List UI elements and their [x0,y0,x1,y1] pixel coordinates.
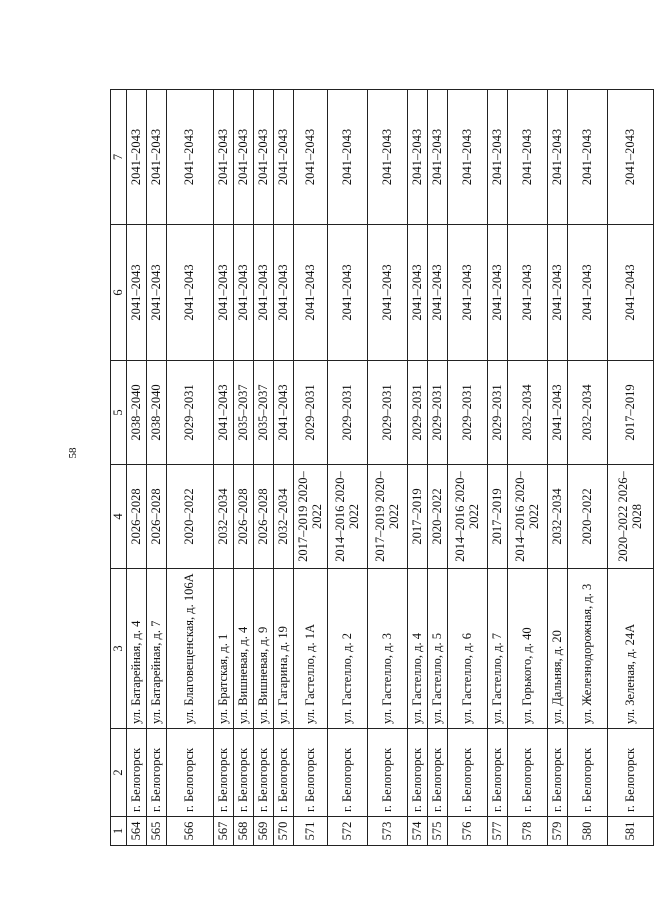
period-col-6: 2041–2043 [548,225,568,361]
period-col-5: 2041–2043 [214,361,234,465]
column-number-3: 3 [111,569,127,729]
settlement: г. Белогорск [147,729,167,817]
settlement: г. Белогорск [408,729,428,817]
period-col-5: 2029–2031 [408,361,428,465]
period-col-6: 2041–2043 [274,225,294,361]
table-row [408,90,428,846]
settlement: г. Белогорск [548,729,568,817]
table-row [368,90,408,846]
period-col-6: 2041–2043 [568,225,608,361]
period-col-7: 2041–2043 [234,90,254,225]
address: ул. Гастелло, д. 4 [408,569,428,729]
period-col-4: 2014–2016 2020–2022 [508,465,548,569]
row-number: 569 [254,817,274,846]
period-col-7: 2041–2043 [167,90,214,225]
period-col-7: 2041–2043 [127,90,147,225]
period-col-7: 2041–2043 [608,90,654,225]
period-col-4: 2026–2028 [147,465,167,569]
rotated-table-container [110,90,644,846]
table-row [488,90,508,846]
row-number: 581 [608,817,654,846]
settlement: г. Белогорск [488,729,508,817]
address: ул. Вишневая, д. 4 [234,569,254,729]
period-col-5: 2029–2031 [488,361,508,465]
table-row [127,90,147,846]
period-col-7: 2041–2043 [548,90,568,225]
period-col-4: 2020–2022 2026–2028 [608,465,654,569]
address: ул. Горького, д. 40 [508,569,548,729]
column-number-1: 1 [111,817,127,846]
period-col-5: 2032–2034 [568,361,608,465]
settlement: г. Белогорск [608,729,654,817]
period-col-7: 2041–2043 [294,90,328,225]
address: ул. Батарейная, д. 4 [127,569,147,729]
period-col-7: 2041–2043 [254,90,274,225]
row-number: 577 [488,817,508,846]
settlement: г. Белогорск [167,729,214,817]
table-row [294,90,328,846]
period-col-4: 2026–2028 [254,465,274,569]
period-col-4: 2017–2019 [488,465,508,569]
address: ул. Железнодорожная, д. 3 [568,569,608,729]
period-col-6: 2041–2043 [428,225,448,361]
period-col-4: 2014–2016 2020–2022 [328,465,368,569]
settlement: г. Белогорск [214,729,234,817]
period-col-5: 2029–2031 [328,361,368,465]
settlement: г. Белогорск [568,729,608,817]
row-number: 567 [214,817,234,846]
period-col-4: 2032–2034 [548,465,568,569]
period-col-7: 2041–2043 [147,90,167,225]
column-number-5: 5 [111,361,127,465]
address: ул. Гагарина, д. 19 [274,569,294,729]
period-col-6: 2041–2043 [147,225,167,361]
address: ул. Дальняя, д. 20 [548,569,568,729]
table-row [234,90,254,846]
period-col-4: 2032–2034 [214,465,234,569]
period-col-5: 2041–2043 [274,361,294,465]
table-row [328,90,368,846]
address: ул. Вишневая, д. 9 [254,569,274,729]
period-col-7: 2041–2043 [274,90,294,225]
address: ул. Гастелло, д. 6 [448,569,488,729]
period-col-5: 2038–2040 [147,361,167,465]
row-number: 579 [548,817,568,846]
settlement: г. Белогорск [328,729,368,817]
table-row [608,90,654,846]
settlement: г. Белогорск [234,729,254,817]
period-col-5: 2035–2037 [234,361,254,465]
table-row [548,90,568,846]
period-col-5: 2038–2040 [127,361,147,465]
settlement: г. Белогорск [127,729,147,817]
column-number-7: 7 [111,90,127,225]
period-col-7: 2041–2043 [508,90,548,225]
row-number: 565 [147,817,167,846]
address: ул. Батарейная, д. 7 [147,569,167,729]
address: ул. Гастелло, д. 1А [294,569,328,729]
period-col-7: 2041–2043 [214,90,234,225]
column-number-6: 6 [111,225,127,361]
row-number: 580 [568,817,608,846]
column-number-2: 2 [111,729,127,817]
row-number: 568 [234,817,254,846]
housing-repair-schedule-table [110,89,654,846]
period-col-6: 2041–2043 [127,225,147,361]
period-col-4: 2020–2022 [568,465,608,569]
settlement: г. Белогорск [294,729,328,817]
settlement: г. Белогорск [254,729,274,817]
table-row [428,90,448,846]
page-number: 58 [67,447,79,459]
period-col-5: 2017–2019 [608,361,654,465]
settlement: г. Белогорск [448,729,488,817]
address: ул. Гастелло, д. 5 [428,569,448,729]
table-row [167,90,214,846]
period-col-5: 2029–2031 [167,361,214,465]
period-col-4: 2017–2019 2020–2022 [368,465,408,569]
period-col-4: 2020–2022 [167,465,214,569]
period-col-4: 2017–2019 [408,465,428,569]
row-number: 575 [428,817,448,846]
row-number: 566 [167,817,214,846]
period-col-5: 2029–2031 [428,361,448,465]
table-row [568,90,608,846]
period-col-5: 2032–2034 [508,361,548,465]
address: ул. Гастелло, д. 2 [328,569,368,729]
period-col-6: 2041–2043 [448,225,488,361]
period-col-4: 2014–2016 2020–2022 [448,465,488,569]
period-col-4: 2026–2028 [127,465,147,569]
address: ул. Гастелло, д. 3 [368,569,408,729]
period-col-5: 2029–2031 [368,361,408,465]
settlement: г. Белогорск [428,729,448,817]
table-row [274,90,294,846]
table-row [214,90,234,846]
settlement: г. Белогорск [508,729,548,817]
address: ул. Благовещенская, д. 106А [167,569,214,729]
period-col-4: 2032–2034 [274,465,294,569]
period-col-7: 2041–2043 [488,90,508,225]
period-col-5: 2029–2031 [448,361,488,465]
period-col-6: 2041–2043 [294,225,328,361]
settlement: г. Белогорск [368,729,408,817]
period-col-6: 2041–2043 [508,225,548,361]
period-col-6: 2041–2043 [167,225,214,361]
row-number: 572 [328,817,368,846]
period-col-6: 2041–2043 [608,225,654,361]
column-number-4: 4 [111,465,127,569]
row-number: 570 [274,817,294,846]
table-row [508,90,548,846]
period-col-7: 2041–2043 [408,90,428,225]
period-col-6: 2041–2043 [488,225,508,361]
period-col-7: 2041–2043 [368,90,408,225]
row-number: 574 [408,817,428,846]
period-col-5: 2041–2043 [548,361,568,465]
row-number: 564 [127,817,147,846]
period-col-4: 2026–2028 [234,465,254,569]
period-col-7: 2041–2043 [328,90,368,225]
address: ул. Братская, д. 1 [214,569,234,729]
period-col-6: 2041–2043 [368,225,408,361]
table-row [254,90,274,846]
period-col-7: 2041–2043 [568,90,608,225]
period-col-4: 2017–2019 2020–2022 [294,465,328,569]
period-col-7: 2041–2043 [428,90,448,225]
period-col-6: 2041–2043 [234,225,254,361]
settlement: г. Белогорск [274,729,294,817]
row-number: 576 [448,817,488,846]
address: ул. Зеленая, д. 24А [608,569,654,729]
period-col-6: 2041–2043 [328,225,368,361]
row-number: 573 [368,817,408,846]
table-row [147,90,167,846]
address: ул. Гастелло, д. 7 [488,569,508,729]
period-col-6: 2041–2043 [254,225,274,361]
period-col-6: 2041–2043 [408,225,428,361]
period-col-5: 2029–2031 [294,361,328,465]
row-number: 578 [508,817,548,846]
period-col-5: 2035–2037 [254,361,274,465]
period-col-4: 2020–2022 [428,465,448,569]
row-number: 571 [294,817,328,846]
period-col-6: 2041–2043 [214,225,234,361]
period-col-7: 2041–2043 [448,90,488,225]
table-row [448,90,488,846]
table-header-row [111,90,127,846]
